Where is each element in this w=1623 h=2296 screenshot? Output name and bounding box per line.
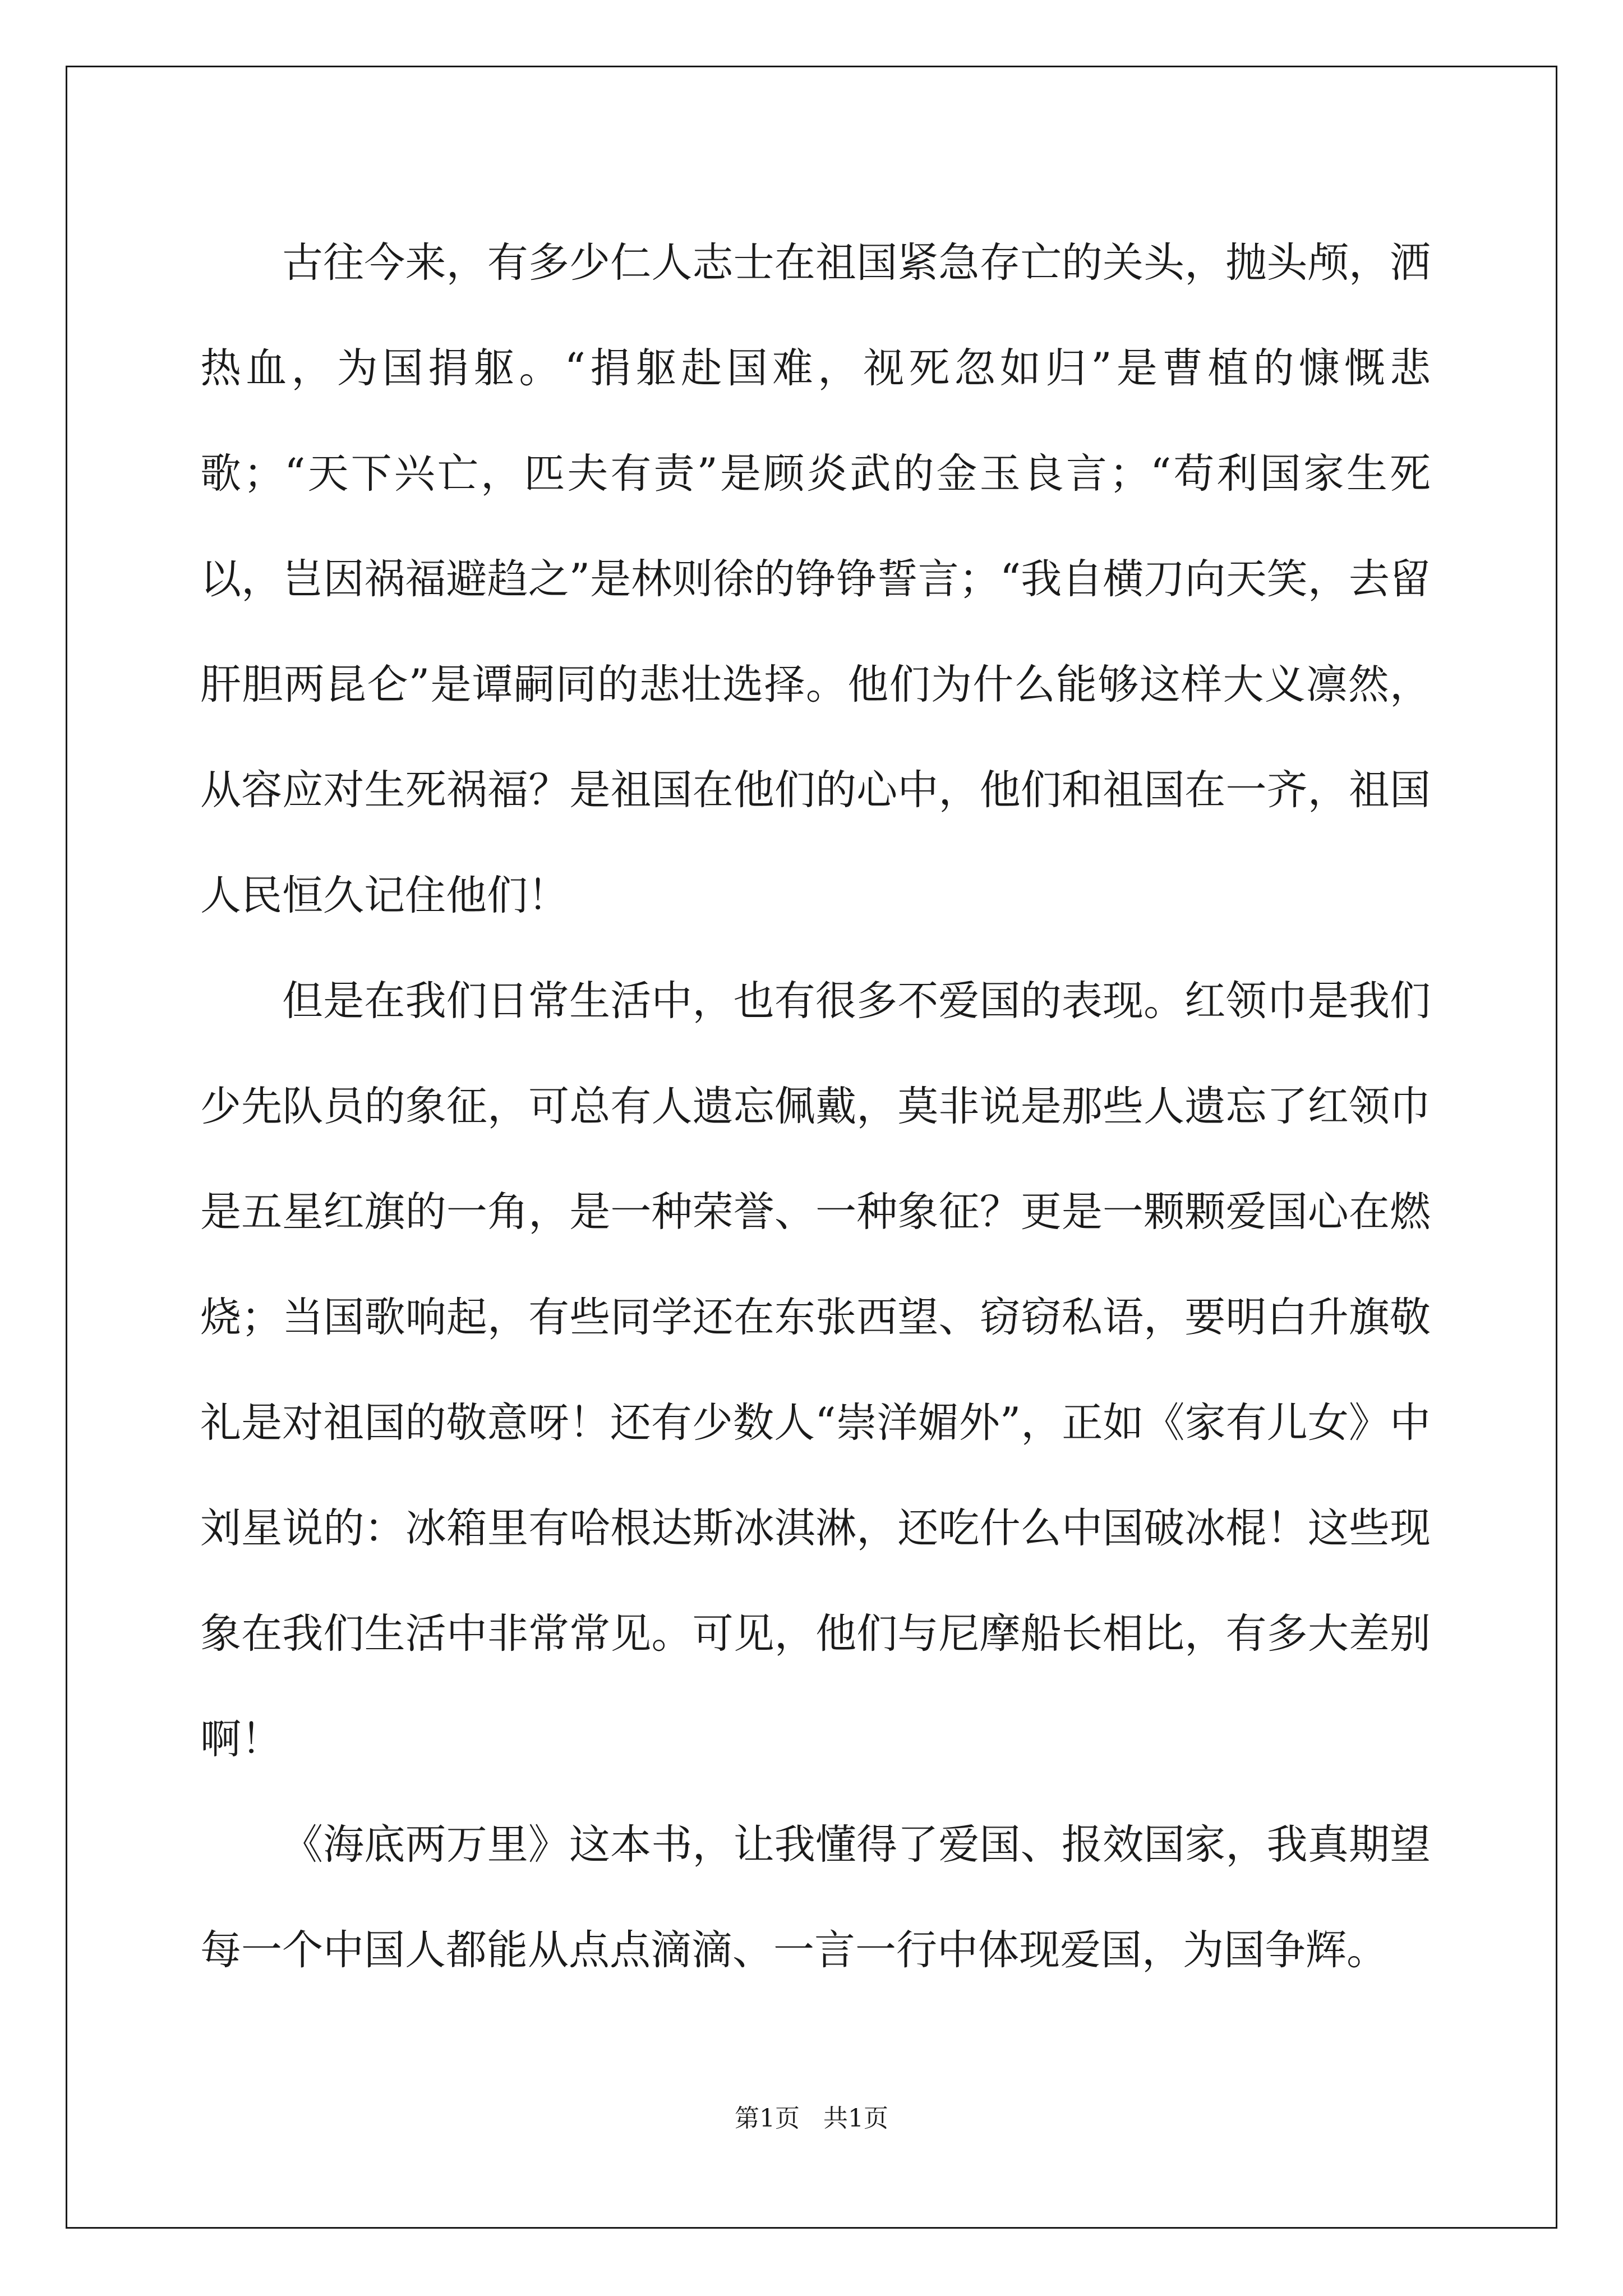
document-body (200, 210, 1431, 2003)
page-footer: 第1页 共1页 (735, 2104, 888, 2133)
paragraph-1: 古往今来，有多少仁人志士在祖国紧急存亡的关头，抛头颅，洒热血，为国捐躯。“捐躯赴国难，视死忽如归”是曹植的慷慨悲歌；“天下兴亡，匹夫有责”是顾炎武的金玉良言；“苟利国家生死以，岂因祸福避趋之”是林则徐的铮铮誓言；“我自横刀向天笑，去留肝胆两昆仑”是谭嗣同的悲壮选择。他们为什么能够这样大义凛然，从容应对生死祸福？是祖国在他们的心中，他们和祖国在一齐，祖国人民恒久记住他们！ (200, 239, 1431, 919)
paragraph-3: 《海底两万里》这本书，让我懂得了爱国、报效国家，我真期望每一个中国人都能从点点滴滴、一言一行中体现爱国，为国争辉。 (200, 1821, 1431, 1974)
paragraph-2: 但是在我们日常生活中，也有很多不爱国的表现。红领巾是我们少先队员的象征，可总有人遗忘佩戴，莫非说是那些人遗忘了红领巾是五星红旗的一角，是一种荣誉、一种象征？更是一颗颗爱国心在燃烧；当国歌响起，有些同学还在东张西望、窃窃私语，要明白升旗敬礼是对祖国的敬意呀！还有少数人“崇洋媚外”，正如《家有儿女》中刘星说的：冰箱里有哈根达斯冰淇淋，还吃什么中国破冰棍！这些现象在我们生活中非常常见。可见，他们与尼摩船长相比，有多大差别啊！ (200, 977, 1431, 1763)
